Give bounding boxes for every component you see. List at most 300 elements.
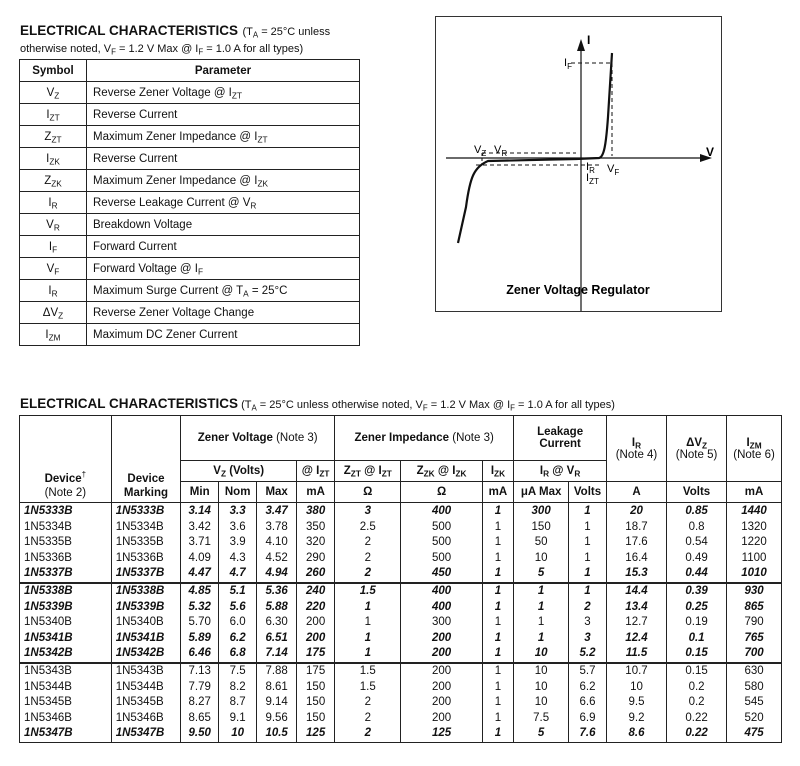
marking-cell: 1N5340B [111, 615, 181, 631]
vz-max-cell: 6.30 [257, 615, 297, 631]
zzk-cell: 200 [401, 646, 482, 663]
unit-ma-izt: mA [297, 482, 335, 503]
table-row [20, 503, 782, 520]
parameter-cell: Forward Current [87, 236, 360, 258]
leakage-line1: Leakage [537, 426, 584, 438]
vz-min-cell: 5.70 [181, 615, 219, 631]
zener-voltage-note: (Note 3) [276, 432, 318, 444]
izm-header [727, 416, 782, 482]
marking-cell: 1N5338B [111, 583, 181, 600]
ir-cell: 10 [514, 663, 569, 680]
zzt-cell: 2.5 [335, 520, 401, 536]
ir-surge-cell: 20 [606, 503, 666, 520]
izm-cell: 700 [727, 646, 782, 663]
ir-surge-cell: 10 [606, 680, 666, 696]
symbol-row [20, 170, 360, 192]
ir-cell: 5 [514, 566, 569, 583]
zener-impedance-label: Zener Impedance [354, 432, 450, 444]
ir-cell: 7.5 [514, 711, 569, 727]
device-cell: 1N5344B [20, 680, 112, 696]
device-cell: 1N5333B [20, 503, 112, 520]
dvz-cell: 0.25 [667, 600, 727, 616]
dvz-cell: 0.8 [667, 520, 727, 536]
symbol-table-title [20, 23, 380, 57]
zzk-header: $Z_{ZK}$ @ $I_{ZK}$ [401, 461, 482, 482]
dvz-cell: 0.22 [667, 711, 727, 727]
device-marking-line1: Device [127, 473, 165, 485]
izm-cell: 1010 [727, 566, 782, 583]
device-cell: 1N5340B [20, 615, 112, 631]
izk-cell: 1 [482, 711, 514, 727]
table-row [20, 600, 782, 616]
symbol-cell: $I_R$ [20, 192, 87, 214]
zzk-cell: 400 [401, 600, 482, 616]
vz-nom-cell: 3.3 [219, 503, 257, 520]
parameter-cell: Reverse Current [87, 148, 360, 170]
zzk-cell: 200 [401, 680, 482, 696]
izt-cell: 150 [297, 695, 335, 711]
symbol-row [20, 148, 360, 170]
izm-cell: 580 [727, 680, 782, 696]
table-row [20, 551, 782, 567]
zzk-cell: 500 [401, 551, 482, 567]
marking-cell: 1N5342B [111, 646, 181, 663]
vf-label: $V_F$ [607, 163, 620, 177]
table-row [20, 615, 782, 631]
zzk-cell: 200 [401, 663, 482, 680]
ir-surge-cell: 9.5 [606, 695, 666, 711]
device-cell: 1N5335B [20, 535, 112, 551]
marking-cell: 1N5339B [111, 600, 181, 616]
zzt-cell: 1.5 [335, 680, 401, 696]
vr-cell: 6.2 [569, 680, 607, 696]
device-characteristics-table [19, 415, 782, 743]
parameter-cell: Reverse Zener Voltage @ $I_{ZT}$ [87, 82, 360, 104]
vz-max-cell: 8.61 [257, 680, 297, 696]
ir-surge-cell: 14.4 [606, 583, 666, 600]
izm-cell: 865 [727, 600, 782, 616]
symbol-row [20, 214, 360, 236]
zzt-cell: 2 [335, 566, 401, 583]
unit-ohm-zzt: Ω [335, 482, 401, 503]
izt-cell: 240 [297, 583, 335, 600]
symbol-row [20, 192, 360, 214]
izk-cell: 1 [482, 503, 514, 520]
device-cell: 1N5345B [20, 695, 112, 711]
izt-cell: 175 [297, 646, 335, 663]
parameter-cell: Reverse Zener Voltage Change [87, 302, 360, 324]
vr-cell: 1 [569, 583, 607, 600]
ir-surge-cell: 12.4 [606, 631, 666, 647]
izt-cell: 125 [297, 726, 335, 742]
vz-nom-cell: 6.2 [219, 631, 257, 647]
table-row [20, 566, 782, 583]
ir-cell: 10 [514, 680, 569, 696]
vr-cell: 1 [569, 566, 607, 583]
iv-curve-svg [436, 17, 721, 311]
izm-cell: 765 [727, 631, 782, 647]
ir-surge-header [606, 416, 666, 482]
vz-max-cell: 4.94 [257, 566, 297, 583]
symbol-cell: $Z_{ZK}$ [20, 170, 87, 192]
ir-at-vr-header: $I_R$ @ $V_R$ [514, 461, 607, 482]
izt-cell: 220 [297, 600, 335, 616]
main-table-condition: ($T_A = 25^\circ C$ unless otherwise noted, $V_F = 1.2$ V Max @ $I_F = 1.0$ A for all types) [241, 399, 615, 413]
vz-nom-cell: 8.7 [219, 695, 257, 711]
dvz-cell: 0.54 [667, 535, 727, 551]
izk-cell: 1 [482, 566, 514, 583]
main-table-heading: ELECTRICAL CHARACTERISTICS [20, 396, 239, 411]
leakage-line2: Current [539, 438, 581, 450]
dvz-cell: 0.2 [667, 680, 727, 696]
dvz-header [667, 416, 727, 482]
symbol-cell: $V_R$ [20, 214, 87, 236]
vz-label: $V_Z$ [474, 144, 487, 158]
zzt-header: $Z_{ZT}$ @ $I_{ZT}$ [335, 461, 401, 482]
table-row [20, 726, 782, 742]
vr-cell: 1 [569, 535, 607, 551]
ir-cell: 1 [514, 583, 569, 600]
vz-max-cell: 6.51 [257, 631, 297, 647]
vz-min-cell: 4.47 [181, 566, 219, 583]
izt-cell: 350 [297, 520, 335, 536]
marking-cell: 1N5347B [111, 726, 181, 742]
vz-min-cell: 4.09 [181, 551, 219, 567]
zzk-cell: 500 [401, 535, 482, 551]
table-row [20, 646, 782, 663]
izm-cell: 520 [727, 711, 782, 727]
device-cell: 1N5337B [20, 566, 112, 583]
ir-cell: 10 [514, 695, 569, 711]
vz-nom-cell: 4.7 [219, 566, 257, 583]
izm-cell: 930 [727, 583, 782, 600]
vr-cell: 3 [569, 615, 607, 631]
zener-impedance-header [335, 416, 514, 461]
zener-voltage-header [181, 416, 335, 461]
device-cell: 1N5342B [20, 646, 112, 663]
parameter-cell: Forward Voltage @ $I_F$ [87, 258, 360, 280]
device-marking-header [111, 416, 181, 503]
symbol-cell: $I_{ZK}$ [20, 148, 87, 170]
symbol-table-condition: ($T_A = 25^\circ C$ unless [242, 26, 331, 40]
izt-cell: 200 [297, 615, 335, 631]
symbol-cell: $I_{ZT}$ [20, 104, 87, 126]
vr-label: $V_R$ [494, 144, 508, 158]
table-row [20, 535, 782, 551]
ir-surge-label: $I_R$ [631, 436, 642, 451]
vz-min-cell: 4.85 [181, 583, 219, 600]
device-header: Device† (Note 2) [20, 416, 112, 503]
vz-max-cell: 7.88 [257, 663, 297, 680]
symbol-cell: $Z_{ZT}$ [20, 126, 87, 148]
izm-cell: 1220 [727, 535, 782, 551]
marking-cell: 1N5337B [111, 566, 181, 583]
marking-cell: 1N5333B [111, 503, 181, 520]
parameter-cell: Maximum Surge Current @ $T_A = 25^\circ C$ [87, 280, 360, 302]
parameter-cell: Breakdown Voltage [87, 214, 360, 236]
zzt-cell: 1 [335, 631, 401, 647]
vz-min-cell: 8.65 [181, 711, 219, 727]
dvz-cell: 0.22 [667, 726, 727, 742]
vz-nom-cell: 6.0 [219, 615, 257, 631]
device-marking-line2: Marking [123, 487, 168, 499]
ir-cell: 5 [514, 726, 569, 742]
device-table-body [20, 503, 782, 743]
vr-cell: 5.7 [569, 663, 607, 680]
table-row [20, 711, 782, 727]
vz-min-cell: 3.42 [181, 520, 219, 536]
symbol-cell: $V_Z$ [20, 82, 87, 104]
dvz-cell: 0.85 [667, 503, 727, 520]
zzk-cell: 200 [401, 695, 482, 711]
unit-volts-dvz: Volts [667, 482, 727, 503]
current-axis-arrow-icon [577, 39, 585, 51]
izk-cell: 1 [482, 535, 514, 551]
vr-cell: 1 [569, 551, 607, 567]
parameter-header: Parameter [87, 60, 360, 82]
ir-surge-cell: 15.3 [606, 566, 666, 583]
zzt-cell: 2 [335, 695, 401, 711]
vz-max-cell: 4.52 [257, 551, 297, 567]
graph-caption: Zener Voltage Regulator [506, 283, 650, 297]
vz-max-cell: 7.14 [257, 646, 297, 663]
vz-min-cell: 5.89 [181, 631, 219, 647]
ir-cell: 50 [514, 535, 569, 551]
vz-nom-cell: 5.1 [219, 583, 257, 600]
vz-volts-header: $V_Z$ (Volts) [181, 461, 297, 482]
marking-cell: 1N5335B [111, 535, 181, 551]
vz-nom-cell: 10 [219, 726, 257, 742]
zzk-cell: 400 [401, 583, 482, 600]
if-label: $I_F$ [564, 57, 572, 71]
zzt-cell: 1.5 [335, 583, 401, 600]
dvz-cell: 0.19 [667, 615, 727, 631]
izt-cell: 200 [297, 631, 335, 647]
marking-cell: 1N5343B [111, 663, 181, 680]
vz-max-cell: 5.88 [257, 600, 297, 616]
marking-cell: 1N5344B [111, 680, 181, 696]
ir-surge-cell: 17.6 [606, 535, 666, 551]
ir-surge-cell: 13.4 [606, 600, 666, 616]
izk-cell: 1 [482, 615, 514, 631]
vz-nom-cell: 4.3 [219, 551, 257, 567]
zener-impedance-note: (Note 3) [452, 432, 494, 444]
dvz-cell: 0.49 [667, 551, 727, 567]
symbol-row [20, 126, 360, 148]
marking-cell: 1N5346B [111, 711, 181, 727]
marking-cell: 1N5334B [111, 520, 181, 536]
parameter-cell: Maximum DC Zener Current [87, 324, 360, 346]
unit-volts-vr: Volts [569, 482, 607, 503]
device-cell: 1N5347B [20, 726, 112, 742]
unit-ma-izm: mA [727, 482, 782, 503]
unit-a: A [606, 482, 666, 503]
izk-cell: 1 [482, 695, 514, 711]
izt-cell: 320 [297, 535, 335, 551]
axis-v-label: V [706, 145, 715, 159]
table-row [20, 631, 782, 647]
izk-cell: 1 [482, 583, 514, 600]
marking-cell: 1N5336B [111, 551, 181, 567]
unit-min: Min [181, 482, 219, 503]
vz-nom-cell: 9.1 [219, 711, 257, 727]
symbol-row [20, 82, 360, 104]
zener-voltage-label: Zener Voltage [197, 432, 273, 444]
izk-cell: 1 [482, 680, 514, 696]
unit-nom: Nom [219, 482, 257, 503]
dvz-cell: 0.44 [667, 566, 727, 583]
vz-nom-cell: 5.6 [219, 600, 257, 616]
izt-cell: 175 [297, 663, 335, 680]
vz-min-cell: 7.79 [181, 680, 219, 696]
parameter-cell: Maximum Zener Impedance @ $I_{ZT}$ [87, 126, 360, 148]
ir-cell: 300 [514, 503, 569, 520]
izm-label: $I_{ZM}$ [746, 436, 762, 451]
dvz-cell: 0.15 [667, 663, 727, 680]
dvz-cell: 0.1 [667, 631, 727, 647]
zzk-cell: 300 [401, 615, 482, 631]
device-cell: 1N5338B [20, 583, 112, 600]
symbol-table [19, 59, 360, 346]
vr-cell: 1 [569, 503, 607, 520]
table-row [20, 680, 782, 696]
izk-cell: 1 [482, 520, 514, 536]
vz-nom-cell: 3.9 [219, 535, 257, 551]
symbol-cell: $I_R$ [20, 280, 87, 302]
izk-cell: 1 [482, 726, 514, 742]
symbol-row [20, 302, 360, 324]
zzt-cell: 1 [335, 615, 401, 631]
vr-cell: 1 [569, 520, 607, 536]
ir-cell: 10 [514, 646, 569, 663]
symbol-row [20, 236, 360, 258]
ir-cell: 10 [514, 551, 569, 567]
zzk-cell: 400 [401, 503, 482, 520]
zzt-cell: 2 [335, 535, 401, 551]
dvz-cell: 0.15 [667, 646, 727, 663]
vr-cell: 3 [569, 631, 607, 647]
izt-label: $I_{ZT}$ [586, 172, 599, 186]
zzt-cell: 1 [335, 646, 401, 663]
vr-cell: 2 [569, 600, 607, 616]
symbol-cell: $V_F$ [20, 258, 87, 280]
vr-cell: 6.6 [569, 695, 607, 711]
ir-cell: 1 [514, 615, 569, 631]
marking-cell: 1N5341B [111, 631, 181, 647]
symbol-row [20, 258, 360, 280]
zzt-cell: 2 [335, 711, 401, 727]
parameter-cell: Reverse Current [87, 104, 360, 126]
vz-max-cell: 9.14 [257, 695, 297, 711]
zzk-cell: 500 [401, 520, 482, 536]
izm-cell: 545 [727, 695, 782, 711]
main-table-title [20, 396, 615, 411]
symbol-row [20, 324, 360, 346]
ir-surge-cell: 10.7 [606, 663, 666, 680]
vz-nom-cell: 6.8 [219, 646, 257, 663]
izt-cell: 150 [297, 711, 335, 727]
izm-cell: 790 [727, 615, 782, 631]
zzt-cell: 3 [335, 503, 401, 520]
izt-cell: 150 [297, 680, 335, 696]
at-izt-header: @ $I_{ZT}$ [297, 461, 335, 482]
izm-cell: 630 [727, 663, 782, 680]
vz-min-cell: 9.50 [181, 726, 219, 742]
vz-nom-cell: 3.6 [219, 520, 257, 536]
ir-surge-cell: 8.6 [606, 726, 666, 742]
device-cell: 1N5336B [20, 551, 112, 567]
izt-cell: 380 [297, 503, 335, 520]
vz-nom-cell: 8.2 [219, 680, 257, 696]
ir-cell: 1 [514, 600, 569, 616]
izk-cell: 1 [482, 631, 514, 647]
vz-nom-cell: 7.5 [219, 663, 257, 680]
dvz-note: (Note 5) [675, 448, 718, 461]
symbol-row [20, 280, 360, 302]
izm-cell: 1440 [727, 503, 782, 520]
vz-min-cell: 3.14 [181, 503, 219, 520]
symbol-table-condition-2: otherwise noted, $V_F = 1.2$ V Max @ $I_F = 1.0$ A for all types) [20, 43, 304, 57]
zzt-cell: 2 [335, 726, 401, 742]
parameter-cell: Maximum Zener Impedance @ $I_{ZK}$ [87, 170, 360, 192]
izm-cell: 1320 [727, 520, 782, 536]
izm-note: (Note 6) [733, 448, 775, 461]
symbol-cell: $I_F$ [20, 236, 87, 258]
symbol-cell: $\Delta V_Z$ [20, 302, 87, 324]
unit-ma-izk: mA [482, 482, 514, 503]
zzk-cell: 200 [401, 631, 482, 647]
vz-min-cell: 3.71 [181, 535, 219, 551]
vz-min-cell: 8.27 [181, 695, 219, 711]
device-cell: 1N5343B [20, 663, 112, 680]
vz-min-cell: 7.13 [181, 663, 219, 680]
vr-cell: 7.6 [569, 726, 607, 742]
zzt-cell: 1 [335, 600, 401, 616]
unit-max: Max [257, 482, 297, 503]
vz-max-cell: 9.56 [257, 711, 297, 727]
symbol-cell: $I_{ZM}$ [20, 324, 87, 346]
ir-label: $I_R$ [586, 161, 595, 175]
izk-cell: 1 [482, 600, 514, 616]
dvz-cell: 0.2 [667, 695, 727, 711]
izm-cell: 1100 [727, 551, 782, 567]
vz-max-cell: 10.5 [257, 726, 297, 742]
vz-max-cell: 5.36 [257, 583, 297, 600]
ir-cell: 150 [514, 520, 569, 536]
ir-surge-note: (Note 4) [615, 448, 658, 461]
symbol-header: Symbol [20, 60, 87, 82]
izt-cell: 290 [297, 551, 335, 567]
izm-cell: 475 [727, 726, 782, 742]
marking-cell: 1N5345B [111, 695, 181, 711]
table-row [20, 663, 782, 680]
vr-cell: 6.9 [569, 711, 607, 727]
izk-header: $I_{ZK}$ [482, 461, 514, 482]
parameter-cell: Reverse Leakage Current @ $V_R$ [87, 192, 360, 214]
dvz-label: $\Delta V_Z$ [686, 436, 708, 451]
vz-min-cell: 6.46 [181, 646, 219, 663]
zzt-cell: 2 [335, 551, 401, 567]
symbol-row [20, 104, 360, 126]
symbol-table-body [20, 82, 360, 346]
device-header-note: (Note 2) [44, 487, 87, 499]
leakage-current-header [514, 416, 607, 461]
ir-cell: 1 [514, 631, 569, 647]
vz-min-cell: 5.32 [181, 600, 219, 616]
table-row [20, 520, 782, 536]
device-cell: 1N5341B [20, 631, 112, 647]
vr-cell: 5.2 [569, 646, 607, 663]
